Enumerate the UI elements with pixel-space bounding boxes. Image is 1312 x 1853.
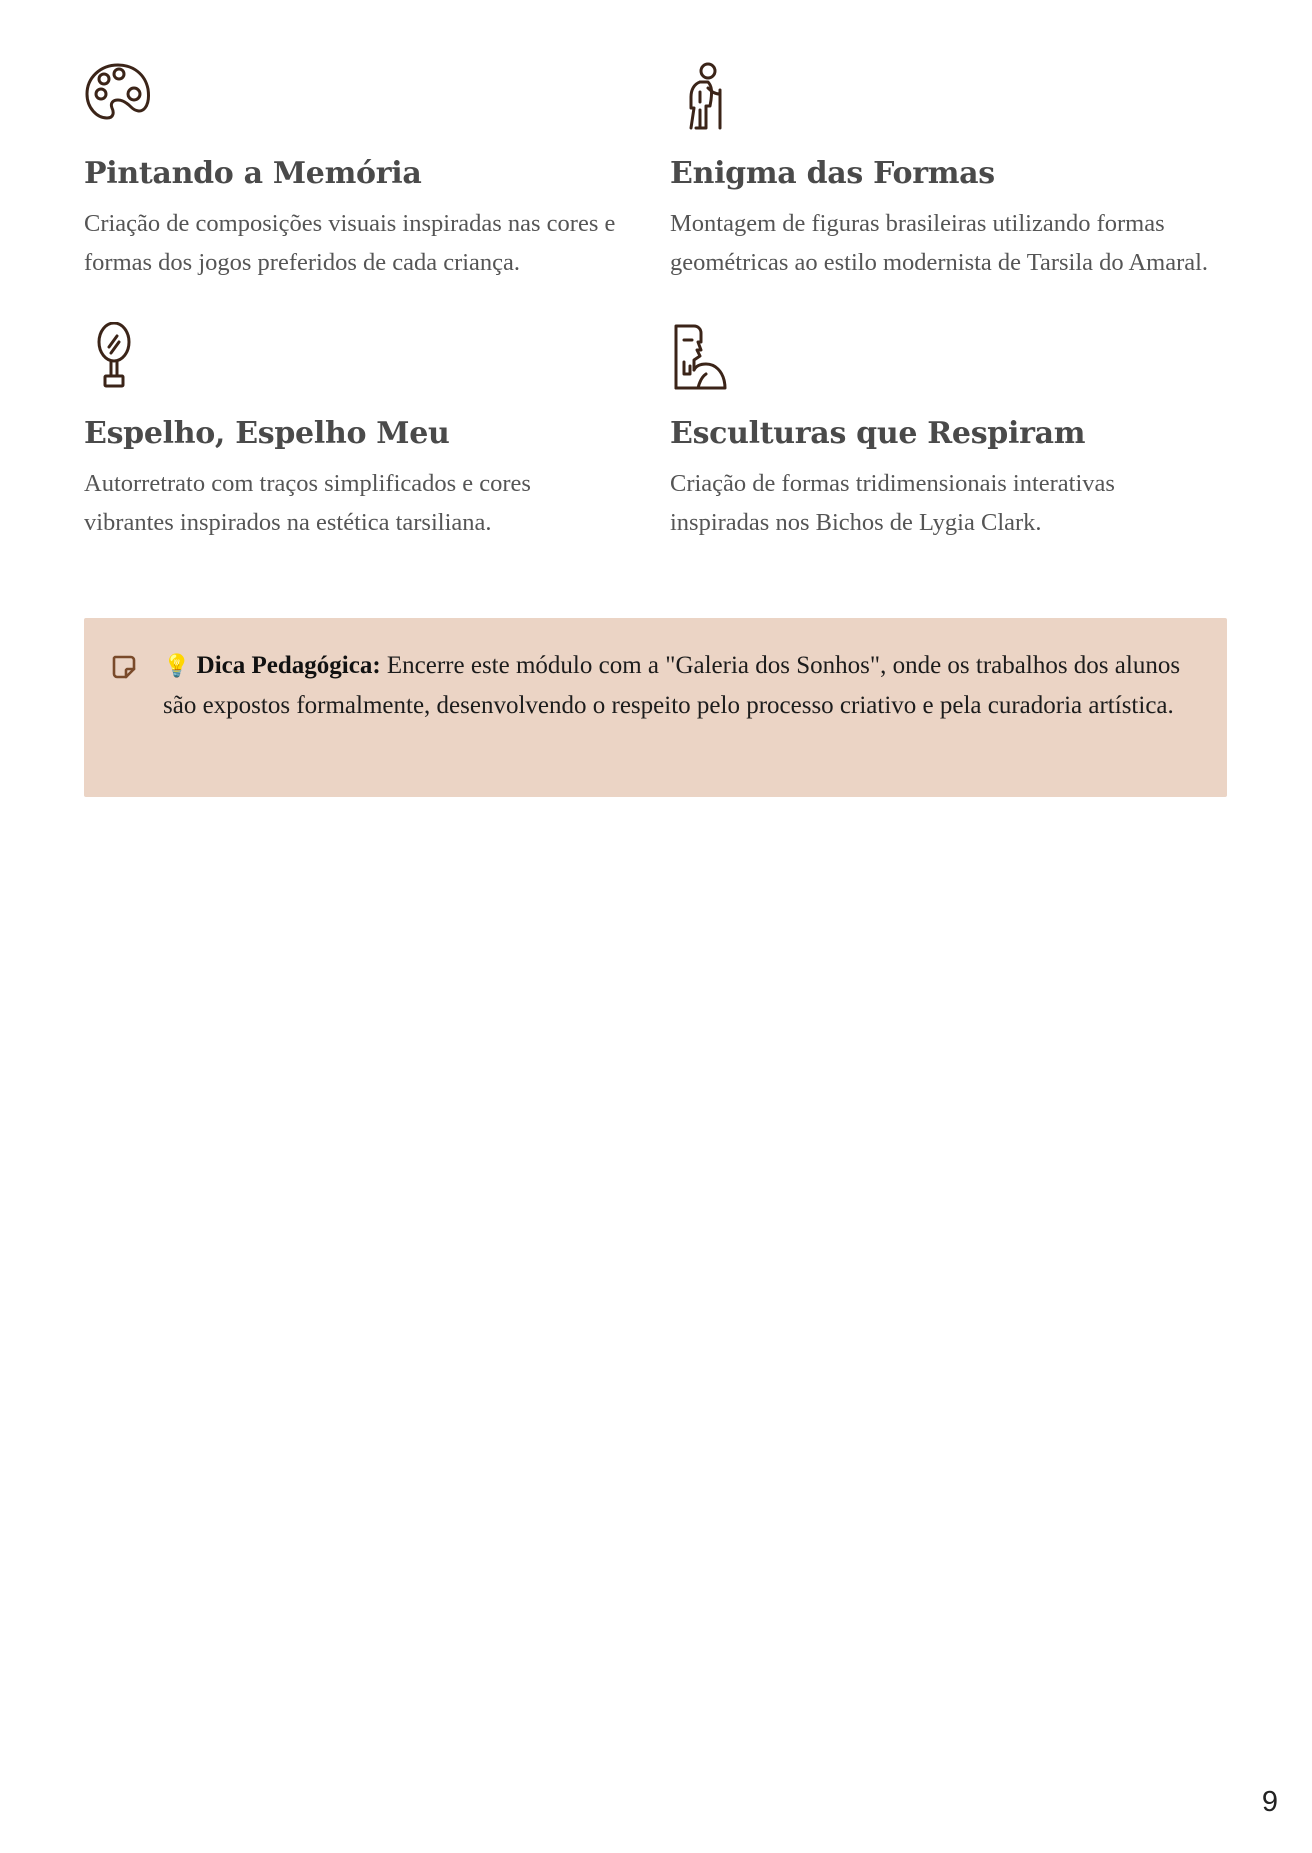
activity-title: Espelho, Espelho Meu bbox=[84, 416, 450, 451]
activity-title: Pintando a Memória bbox=[84, 156, 422, 191]
activity-grid bbox=[84, 62, 1228, 542]
moai-statue-icon bbox=[670, 322, 738, 390]
activity-card-enigma bbox=[670, 62, 1228, 282]
activity-title: Esculturas que Respiram bbox=[670, 416, 1086, 451]
palette-icon bbox=[84, 62, 152, 130]
elderly-person-icon bbox=[670, 62, 738, 130]
activity-description: Criação de formas tridimensionais interativas inspiradas nos Bichos de Lygia Clark. bbox=[670, 470, 1115, 536]
activity-card-pintando bbox=[84, 62, 670, 282]
activity-card-espelho bbox=[84, 322, 670, 542]
page-number: 9 bbox=[1261, 1786, 1278, 1818]
tip-body: Encerre este módulo com a "Galeria dos Sonhos", onde os trabalhos dos alunos são expostos formalmente, desenvolvendo o respeito pelo processo criativo e pela curadoria artística. bbox=[163, 652, 1181, 719]
tip-text bbox=[163, 646, 1183, 725]
tip-label: Dica Pedagógica: bbox=[196, 652, 381, 679]
lightbulb-icon: 💡 bbox=[163, 654, 191, 679]
activity-description: Autorretrato com traços simplificados e cores vibrantes inspirados na estética tarsiliana. bbox=[84, 470, 531, 536]
activity-description: Montagem de figuras brasileiras utilizando formas geométricas ao estilo modernista de Tarsila do Amaral. bbox=[670, 210, 1209, 276]
hand-mirror-icon bbox=[84, 322, 152, 390]
activity-card-esculturas bbox=[670, 322, 1228, 542]
pedagogical-tip-callout bbox=[84, 618, 1227, 797]
activity-description: Criação de composições visuais inspiradas nas cores e formas dos jogos preferidos de cada criança. bbox=[84, 210, 616, 276]
sticky-note-icon bbox=[111, 654, 137, 680]
activity-title: Enigma das Formas bbox=[670, 156, 995, 191]
